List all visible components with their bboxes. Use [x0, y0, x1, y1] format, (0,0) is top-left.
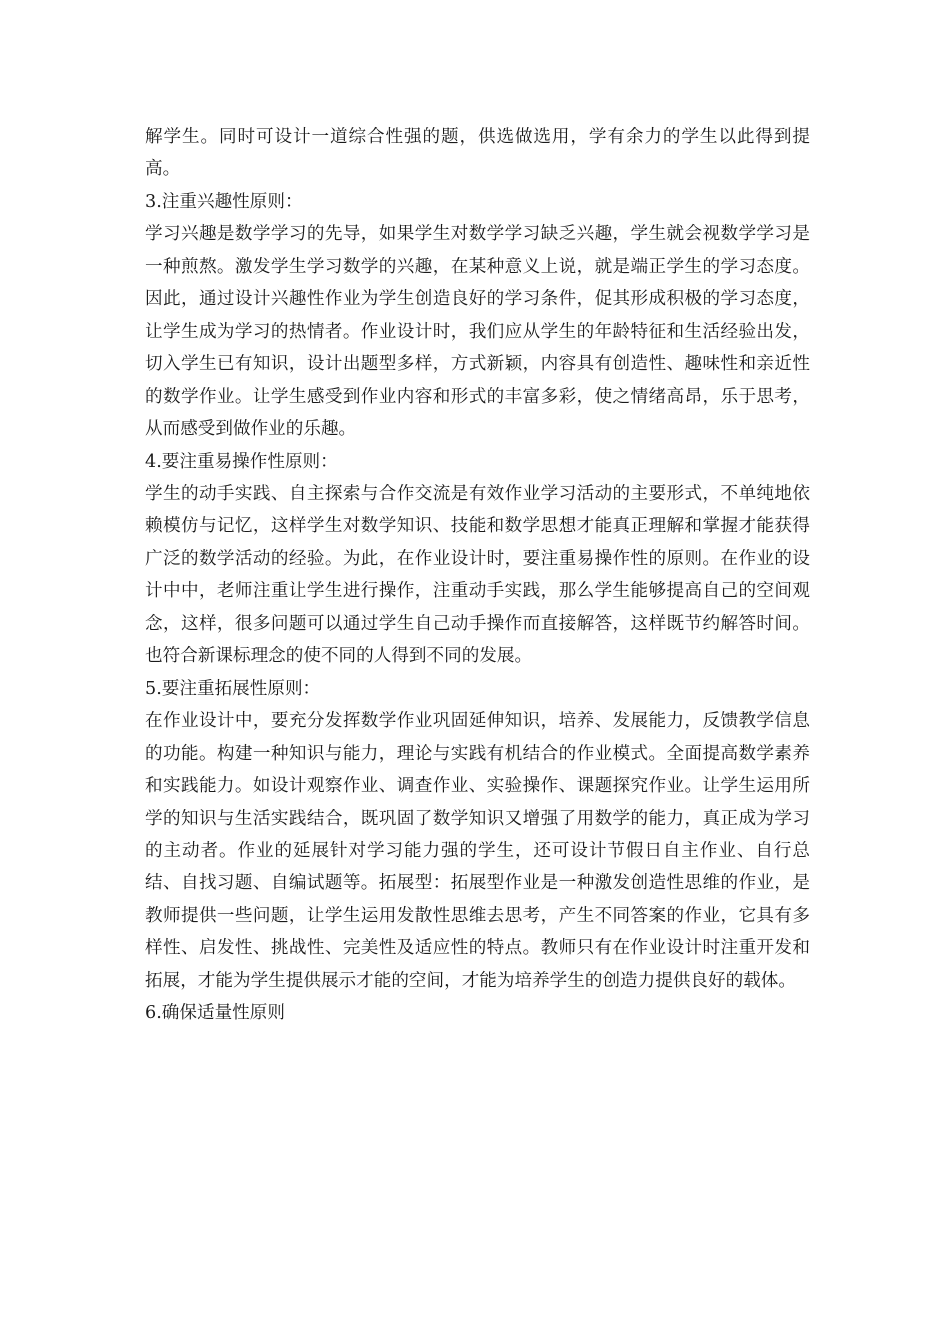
body-paragraph: 解学生。同时可设计一道综合性强的题，供选做选用，学有余力的学生以此得到提高。: [145, 127, 810, 180]
document-body: [145, 121, 810, 1030]
body-paragraph: 学习兴趣是数学学习的先导，如果学生对数学学习缺乏兴趣，学生就会视数学学习是一种煎熬。激发学生学习数学的兴趣，在某种意义上说，就是端正学生的学习态度。因此，通过设计兴趣性作业为学生创造良好的学习条件，促其形成积极的学习态度，让学生成为学习的热情者。作业设计时，我们应从学生的年龄特征和生活经验出发，切入学生已有知识，设计出题型多样，方式新颖，内容具有创造性、趣味性和亲近性的数学作业。让学生感受到作业内容和形式的丰富多彩，使之情绪高昂，乐于思考，从而感受到做作业的乐趣。: [145, 224, 810, 440]
section-heading: 3.注重兴趣性原则：: [145, 191, 303, 212]
body-paragraph: 在作业设计中，要充分发挥数学作业巩固延伸知识，培养、发展能力，反馈教学信息的功能。构建一种知识与能力，理论与实践有机结合的作业模式。全面提高数学素养和实践能力。如设计观察作业、调查作业、实验操作、课题探究作业。让学生运用所学的知识与生活实践结合，既巩固了数学知识又增强了用数学的能力，真正成为学习的主动者。作业的延展针对学习能力强的学生，还可设计节假日自主作业、自行总结、自找习题、自编试题等。拓展型：拓展型作业是一种激发创造性思维的作业，是教师提供一些问题，让学生运用发散性思维去思考，产生不同答案的作业，它具有多样性、启发性、挑战性、完美性及适应性的特点。教师只有在作业设计时注重开发和拓展，才能为学生提供展示才能的空间，才能为培养学生的创造力提供良好的载体。: [145, 711, 810, 991]
section-heading: 5.要注重拓展性原则：: [145, 678, 321, 699]
section-heading: 4.要注重易操作性原则：: [145, 451, 338, 472]
section-heading: 6.确保适量性原则: [145, 1003, 285, 1024]
body-paragraph: 学生的动手实践、自主探索与合作交流是有效作业学习活动的主要形式，不单纯地依赖模仿与记忆，这样学生对数学知识、技能和数学思想才能真正理解和掌握才能获得广泛的数学活动的经验。为此，在作业设计时，要注重易操作性的原则。在作业的设计中中，老师注重让学生进行操作，注重动手实践，那么学生能够提高自己的空间观念，这样，很多问题可以通过学生自己动手操作而直接解答，这样既节约解答时间。也符合新课标理念的使不同的人得到不同的发展。: [145, 483, 810, 667]
